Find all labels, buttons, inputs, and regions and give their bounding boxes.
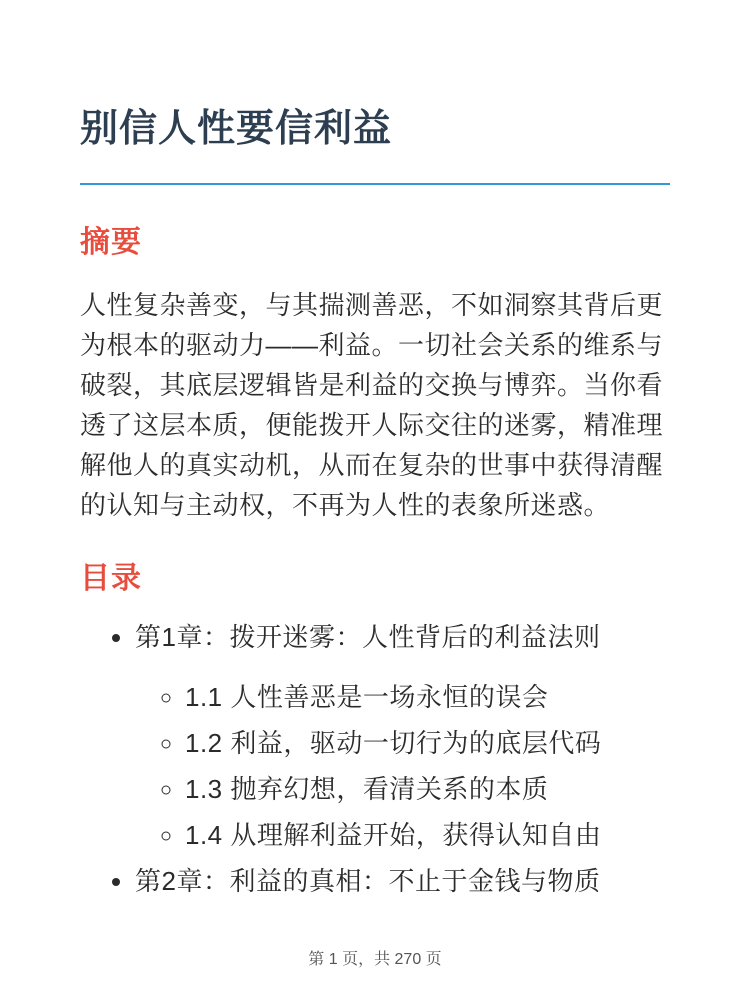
toc-subitem: ◦ 1.1 人性善恶是一场永恒的误会	[185, 677, 670, 717]
toc-chapter-item	[135, 617, 670, 855]
summary-paragraph: 人性复杂善变，与其揣测善恶，不如洞察其背后更为根本的驱动力——利益。一切社会关系的维系与破裂，其底层逻辑皆是利益的交换与博弈。当你看透了这层本质，便能拨开人际交往的迷雾，精准理解他人的真实动机，从而在复杂的世事中获得清醒的认知与主动权，不再为人性的表象所迷惑。	[80, 290, 664, 520]
page-title: 别信人性要信利益	[80, 106, 670, 185]
summary-section-heading: 摘要	[80, 226, 142, 259]
toc-list	[80, 617, 670, 901]
toc-subitem: ◦ 1.2 利益，驱动一切行为的底层代码	[185, 723, 670, 763]
toc-subitem: ◦ 1.4 从理解利益开始，获得认知自由	[185, 815, 670, 855]
toc-subitem: ◦ 1.3 抛弃幻想，看清关系的本质	[185, 769, 670, 809]
toc-sublist	[135, 677, 670, 855]
toc-section-heading: 目录	[80, 562, 142, 595]
toc-chapter-label: 第1章：拨开迷雾：人性背后的利益法则	[135, 622, 601, 652]
page-number-indicator: 第 1 页，共 270 页	[308, 951, 442, 968]
toc-chapter-label: 第2章：利益的真相：不止于金钱与物质	[135, 866, 601, 896]
toc-chapter-item	[135, 861, 670, 901]
